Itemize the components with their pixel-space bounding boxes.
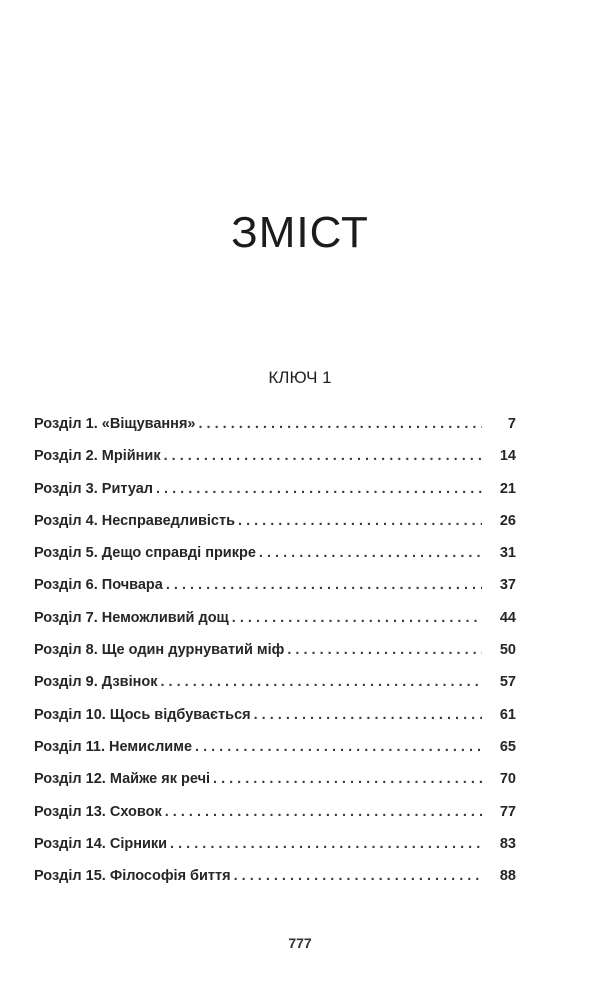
toc-entry <box>34 416 516 448</box>
toc-entry <box>34 448 516 480</box>
dot-leader <box>166 577 482 593</box>
toc-entry <box>34 545 516 577</box>
toc-entry-page: 61 <box>499 706 516 723</box>
toc-entry-title: Розділ 9. Дзвінок <box>34 674 158 691</box>
toc-entry <box>34 610 516 642</box>
dot-leader <box>213 771 482 787</box>
toc-entry-title: Розділ 10. Щось відбувається <box>34 706 251 723</box>
dot-leader <box>161 674 483 690</box>
toc-entry-page: 57 <box>499 674 516 691</box>
toc-entry-title: Розділ 4. Несправедливість <box>34 512 236 529</box>
dot-leader <box>164 448 482 464</box>
toc-entry <box>34 739 516 771</box>
dot-leader <box>156 481 482 497</box>
toc-entry-title: Розділ 15. Філософія биття <box>34 868 231 885</box>
dot-leader <box>287 642 482 658</box>
toc-entry-title: Розділ 13. Сховок <box>34 803 162 820</box>
dot-leader <box>238 513 482 529</box>
toc-entry-page: 14 <box>499 448 516 465</box>
toc-entry-title: Розділ 5. Дещо справді прикре <box>34 545 256 562</box>
section-title: КЛЮЧ 1 <box>268 368 332 387</box>
toc-entry-page: 65 <box>499 738 516 755</box>
toc-entry-page: 50 <box>499 642 516 659</box>
dot-leader <box>259 545 482 561</box>
page-number: 777 <box>288 935 312 951</box>
toc-entry-page: 83 <box>499 835 516 852</box>
page-title: ЗМІСТ <box>231 208 369 257</box>
toc-entry-title: Розділ 14. Сірники <box>34 835 168 852</box>
toc-entry-title: Розділ 3. Ритуал <box>34 480 153 497</box>
toc-entry <box>34 771 516 803</box>
toc-entry-page: 70 <box>499 771 516 788</box>
dot-leader <box>234 868 482 884</box>
table-of-contents <box>34 416 516 900</box>
dot-leader <box>165 804 482 820</box>
toc-entry-title: Розділ 2. Мрійник <box>34 448 161 465</box>
toc-entry-page: 37 <box>499 577 516 594</box>
toc-entry <box>34 642 516 674</box>
toc-entry <box>34 836 516 868</box>
toc-entry-page: 31 <box>499 545 516 562</box>
toc-entry-title: Розділ 6. Почвара <box>34 577 163 594</box>
dot-leader <box>195 739 482 755</box>
toc-entry-title: Розділ 8. Ще один дурнуватий міф <box>34 642 285 659</box>
toc-entry <box>34 804 516 836</box>
toc-entry-title: Розділ 12. Майже як речі <box>34 771 211 788</box>
toc-entry-title: Розділ 1. «Віщування» <box>34 416 196 432</box>
toc-entry <box>34 868 516 900</box>
dot-leader <box>232 610 482 626</box>
dot-leader <box>170 836 482 852</box>
toc-entry <box>34 513 516 545</box>
toc-entry <box>34 707 516 739</box>
toc-entry-title: Розділ 7. Неможливий дощ <box>34 609 229 626</box>
dot-leader <box>198 416 482 432</box>
dot-leader <box>254 707 482 723</box>
toc-entry-page: 88 <box>499 868 516 885</box>
toc-entry-page: 21 <box>499 480 516 497</box>
toc-entry-page: 77 <box>499 803 516 820</box>
toc-entry-title: Розділ 11. Немислиме <box>34 738 193 755</box>
toc-entry-page: 44 <box>499 609 516 626</box>
toc-entry <box>34 577 516 609</box>
toc-entry <box>34 481 516 513</box>
toc-entry-page: 7 <box>507 416 516 432</box>
toc-entry-page: 26 <box>499 512 516 529</box>
toc-entry <box>34 674 516 706</box>
